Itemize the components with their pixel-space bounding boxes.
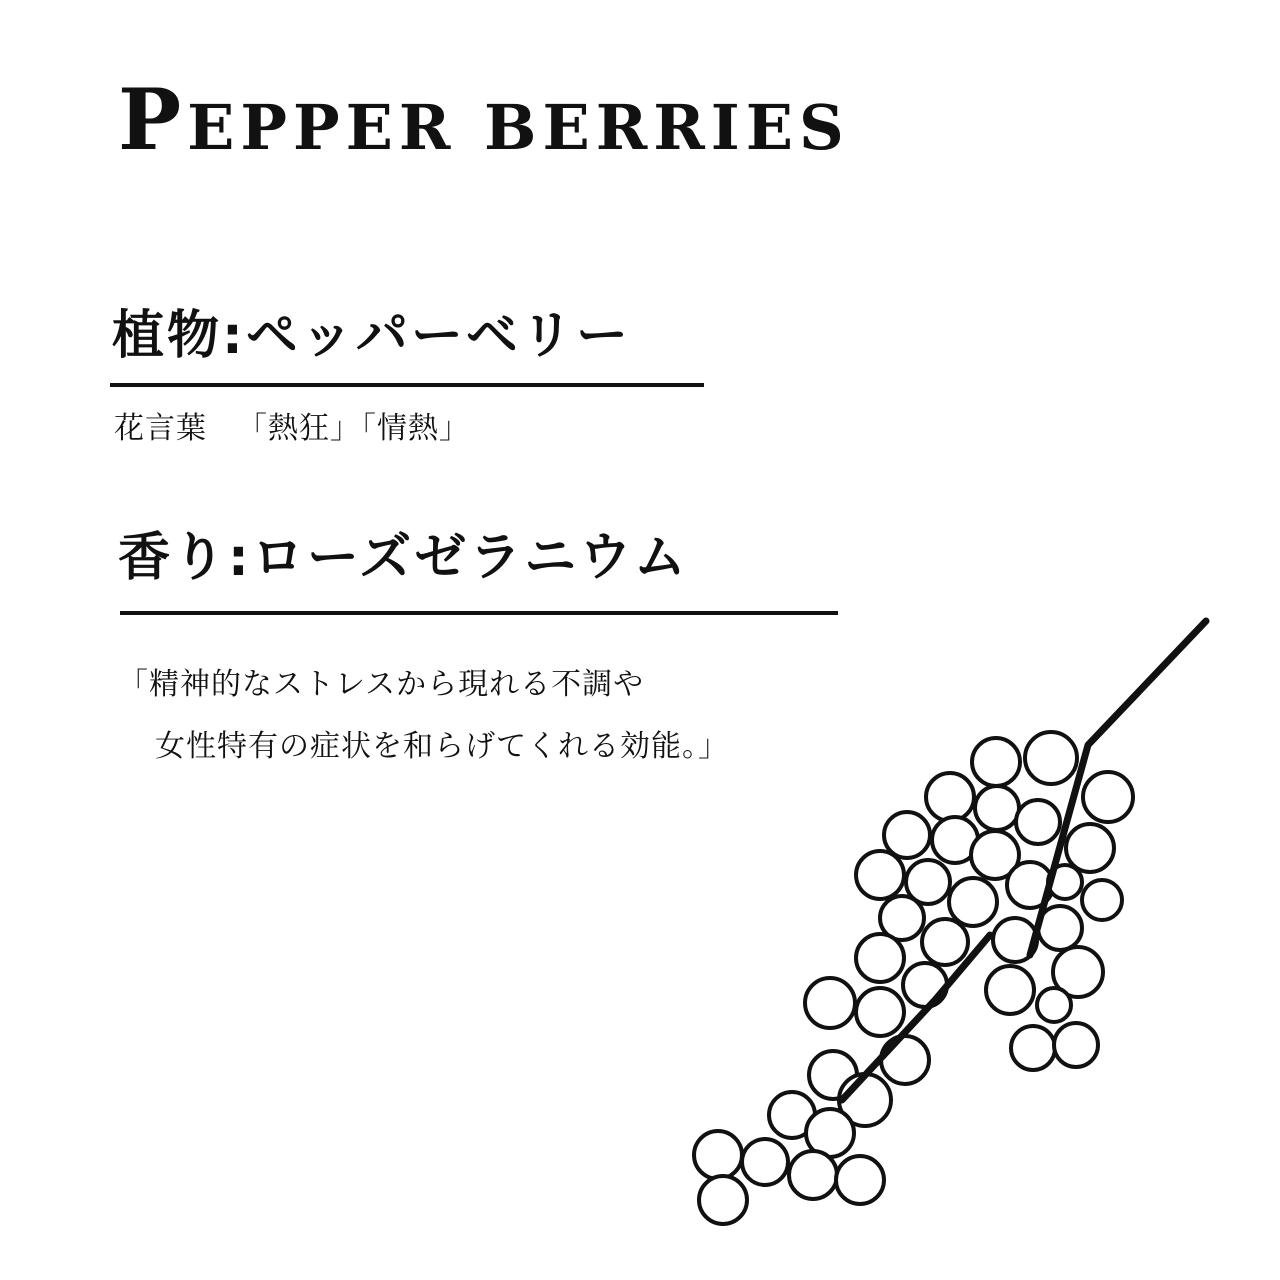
berry	[1066, 824, 1114, 872]
berry	[884, 812, 930, 858]
berry	[856, 851, 904, 899]
berry	[972, 738, 1020, 786]
berry	[789, 1151, 837, 1199]
plant-separator: :	[222, 306, 246, 366]
berry-cluster	[694, 732, 1133, 1224]
berry	[881, 1036, 929, 1084]
berry	[1011, 1026, 1055, 1070]
berry	[699, 1176, 747, 1224]
berry	[836, 1156, 884, 1204]
berry	[1054, 1023, 1098, 1067]
scent-label: 香り	[118, 528, 229, 588]
berry	[694, 1131, 742, 1179]
berry	[949, 878, 997, 926]
berry	[975, 786, 1019, 830]
berry	[922, 919, 968, 965]
berry	[1025, 732, 1077, 784]
berry	[1016, 800, 1060, 844]
scent-separator: :	[228, 528, 252, 588]
plant-label: 植物	[112, 306, 223, 366]
berry	[805, 978, 855, 1028]
berry	[1037, 988, 1071, 1022]
berry	[856, 988, 904, 1036]
berry	[856, 934, 904, 982]
berry	[1082, 880, 1122, 920]
berry	[1083, 772, 1133, 822]
berry	[903, 963, 947, 1007]
flower-words-label: 花言葉	[114, 411, 207, 446]
title-second-word: BERRIES	[484, 91, 850, 164]
berry	[986, 966, 1034, 1014]
berry	[742, 1139, 788, 1185]
title-word-rest: EPPER	[187, 91, 457, 164]
berry	[926, 773, 974, 821]
title-initial: P	[118, 70, 188, 169]
scent-value: ローズゼラニウム	[251, 528, 689, 588]
description-line-2: 女性特有の症状を和らげてくれる効能。」	[155, 729, 729, 764]
description-line-1: 「精神的なストレスから現れる不調や	[118, 667, 645, 702]
plant-value: ペッパーベリー	[245, 306, 631, 366]
flower-words-values: 「熱狂」「情熱」	[237, 411, 470, 446]
